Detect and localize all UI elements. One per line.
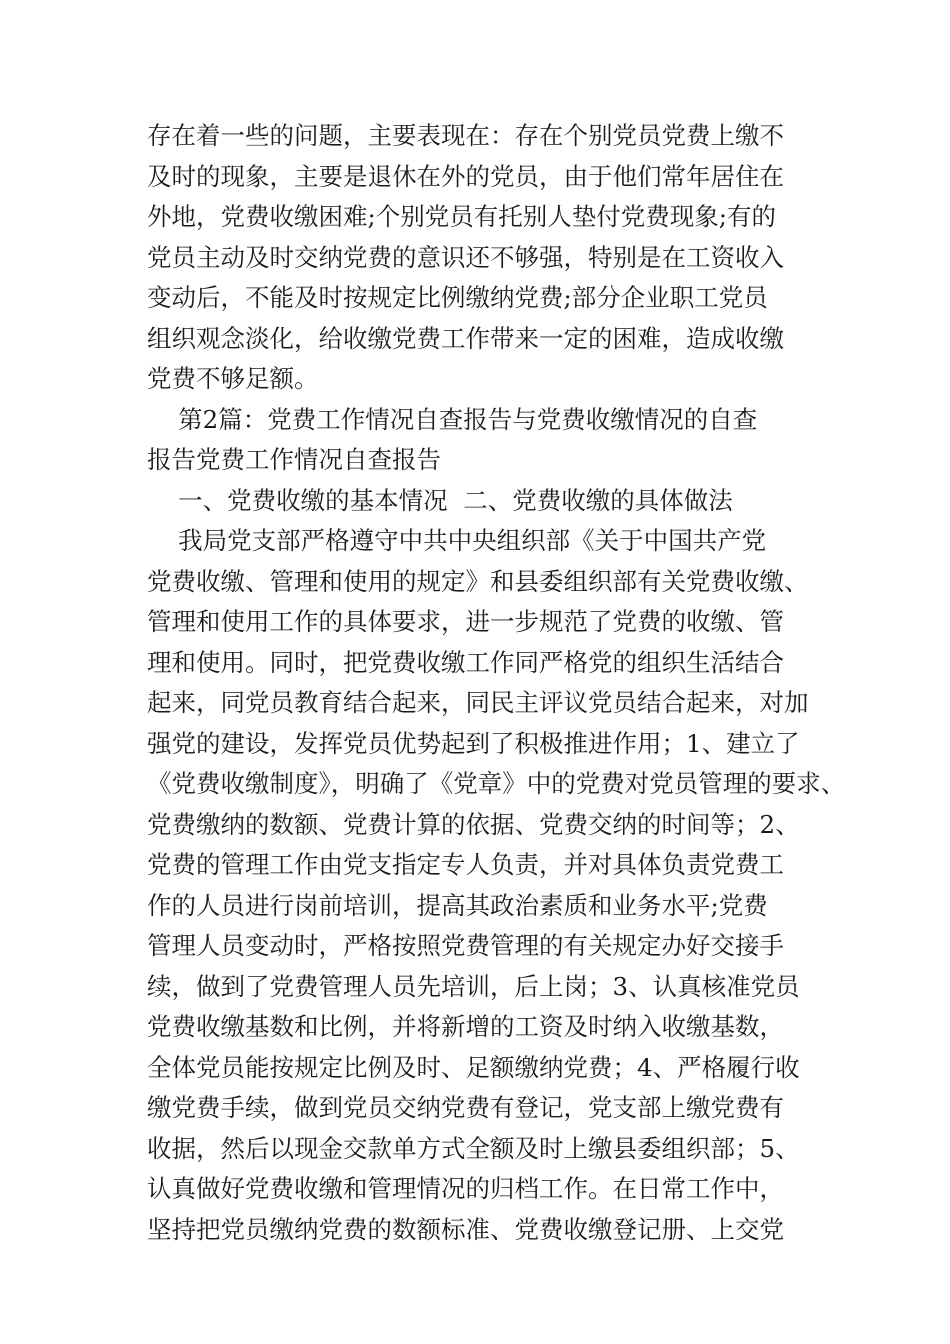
- text-line: 坚持把党员缴纳党费的数额标准、党费收缴登记册、上交党: [147, 1214, 784, 1244]
- text-line: 党费不够足额。: [147, 364, 319, 393]
- text-line: 全体党员能按规定比例及时、足额缴纳党费；4、严格履行收: [147, 1052, 800, 1082]
- text-line: 管理和使用工作的具体要求，进一步规范了党费的收缴、管: [147, 607, 784, 636]
- text-line: 续，做到了党费管理人员先培训，后上岗；3、认真核准党员: [147, 971, 800, 1001]
- text-line: 管理人员变动时，严格按照党费管理的有关规定办好交接手: [147, 931, 784, 960]
- text-line: 收据，然后以现金交款单方式全额及时上缴县委组织部；5、: [147, 1133, 800, 1163]
- text-line: 起来，同党员教育结合起来，同民主评议党员结合起来，对加: [147, 688, 809, 717]
- subsection-headings-line: 一、党费收缴的基本情况 二、党费收缴的具体做法: [147, 485, 733, 515]
- text-line: 外地，党费收缴困难;个别党员有托别人垫付党费现象;有的: [147, 202, 777, 231]
- text-line: 认真做好党费收缴和管理情况的归档工作。在日常工作中，: [147, 1174, 784, 1203]
- text-line: 作的人员进行岗前培训，提高其政治素质和业务水平;党费: [147, 890, 768, 920]
- text-line: 党费缴纳的数额、党费计算的依据、党费交纳的时间等；2、: [147, 809, 800, 839]
- section-heading-line: 报告党费工作情况自查报告: [147, 445, 441, 474]
- text-line: 理和使用。同时，把党费收缴工作同严格党的组织生活结合: [147, 647, 784, 677]
- text-line: 缴党费手续，做到党员交纳党费有登记，党支部上缴党费有: [147, 1093, 784, 1122]
- text-line: 《党费收缴制度》，明确了《党章》中的党费对党员管理的要求、: [147, 769, 846, 798]
- text-line: 组织观念淡化，给收缴党费工作带来一定的困难，造成收缴: [147, 323, 784, 353]
- text-line: 强党的建设，发挥党员优势起到了积极推进作用；1、建立了: [147, 728, 800, 758]
- text-line: 党费收缴、管理和使用的规定》和县委组织部有关党费收缴、: [147, 566, 809, 596]
- text-line: 党员主动及时交纳党费的意识还不够强，特别是在工资收入: [147, 242, 784, 272]
- text-line: 党费收缴基数和比例，并将新增的工资及时纳入收缴基数，: [147, 1012, 784, 1041]
- document-body: [147, 116, 846, 1250]
- text-line: 我局党支部严格遵守中共中央组织部《关于中国共产党: [147, 526, 767, 555]
- text-line: 及时的现象，主要是退休在外的党员，由于他们常年居住在: [147, 161, 784, 191]
- text-line: 党费的管理工作由党支指定专人负责，并对具体负责党费工: [147, 850, 784, 879]
- text-line: 存在着一些的问题，主要表现在：存在个别党员党费上缴不: [147, 121, 784, 150]
- text-line: 变动后，不能及时按规定比例缴纳党费;部分企业职工党员: [147, 283, 768, 312]
- section-heading-line: 第2篇：党费工作情况自查报告与党费收缴情况的自查: [147, 404, 758, 434]
